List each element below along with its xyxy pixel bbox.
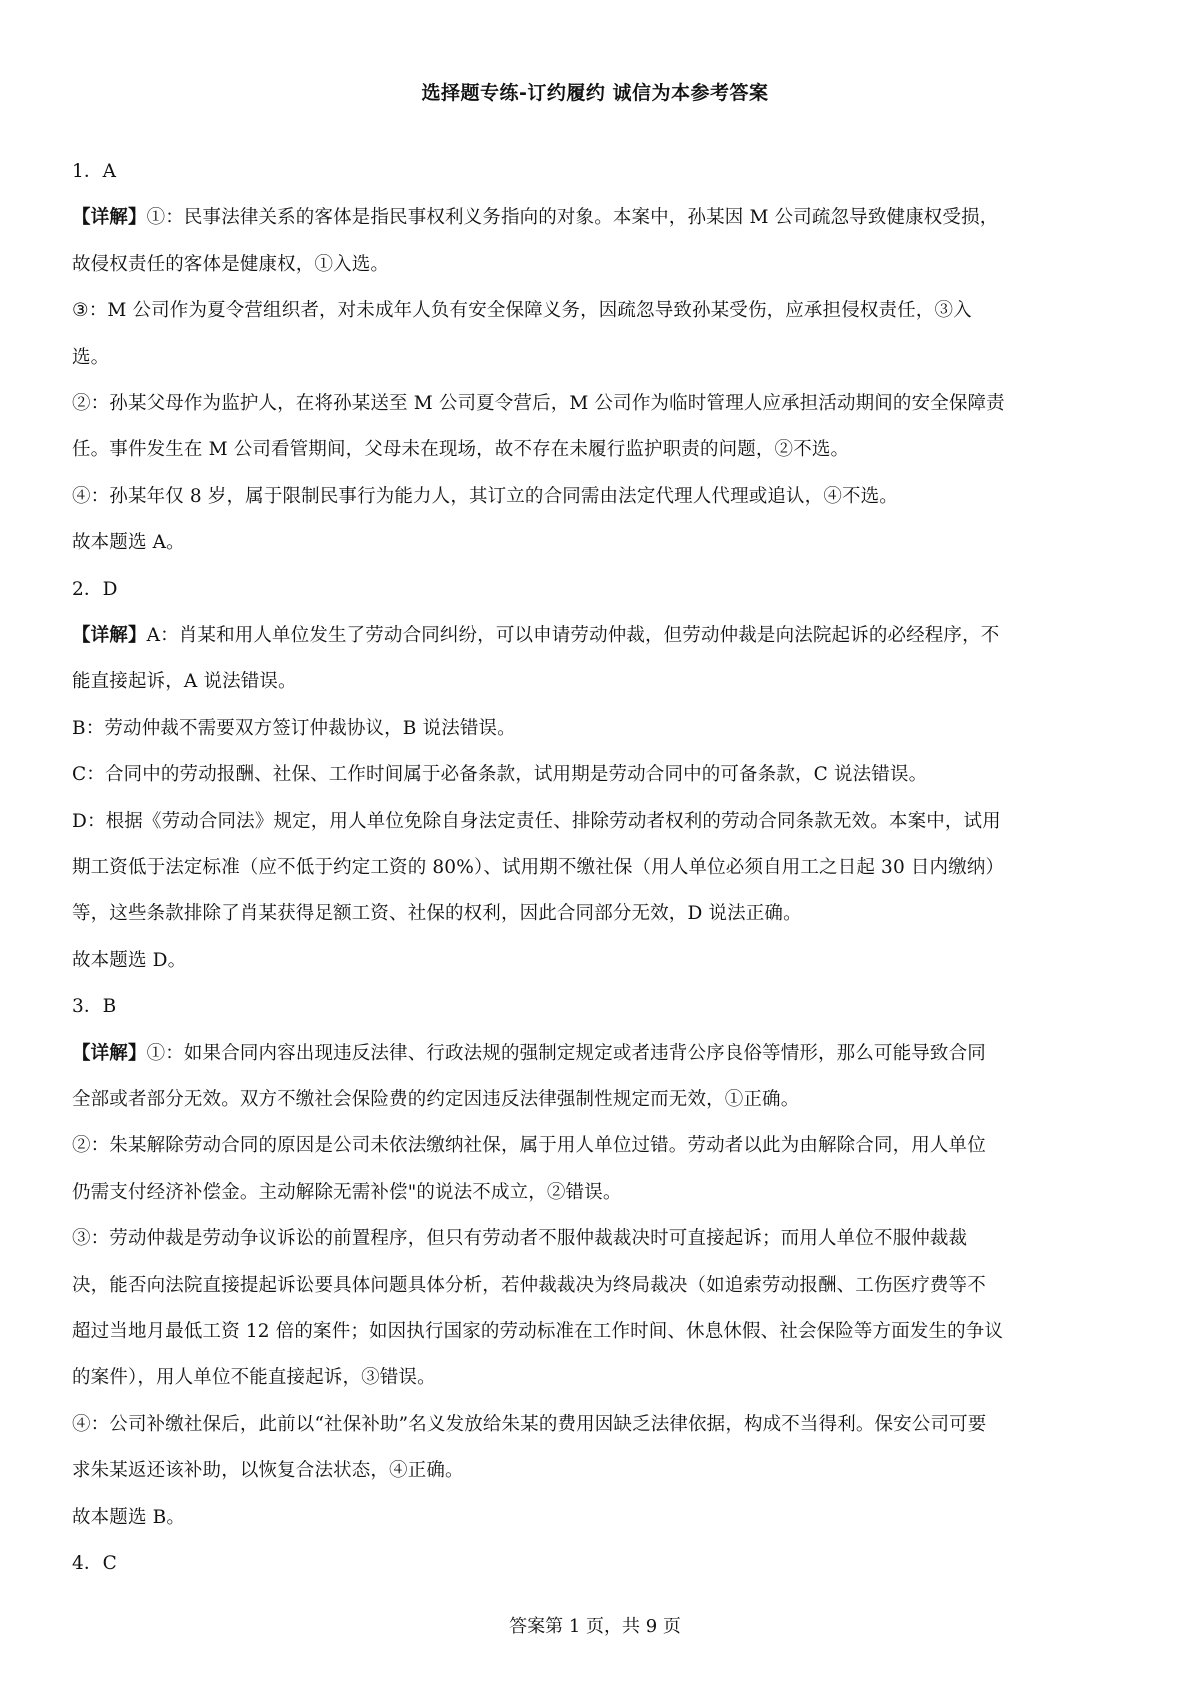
line-text: 全部或者部分无效。双方不缴社会保险费的约定因违反法律强制性规定而无效，①正确。 [72,1089,800,1110]
line-text: ④：公司补缴社保后，此前以“社保补助”名义发放给朱某的费用因缺乏法律依据，构成不当得利。保安公司可要 [72,1413,987,1435]
line-text: 求朱某返还该补助，以恢复合法状态，④正确。 [72,1460,464,1482]
answer-line [72,1506,1118,1530]
answer-line [72,299,1118,323]
answer-line [72,1413,1118,1437]
answer-line [72,1274,1118,1298]
question-number: 2．D [72,578,118,600]
answer-line [72,1366,1118,1390]
line-text: ①：民事法律关系的客体是指民事权利义务指向的对象。本案中，孙某因 M 公司疏忽导致健康权受损， [146,207,999,229]
line-text: 仍需支付经济补偿金。主动解除无需补偿"的说法不成立，②错误。 [72,1181,622,1203]
line-text: 等，这些条款排除了肖某获得足额工资、社保的权利，因此合同部分无效，D 说法正确。 [72,903,802,925]
line-text: 决，能否向法院直接提起诉讼要具体问题具体分析，若仲裁裁决为终局裁决（如追索劳动报酬、工伤医疗费等不 [72,1274,986,1296]
line-text: B：劳动仲裁不需要双方签订仲裁协议，B 说法错误。 [72,717,516,739]
answer-line [72,253,1118,277]
answer-line [72,763,1118,787]
line-text: 故本题选 A。 [72,532,185,554]
line-text: ④：孙某年仅 8 岁，属于限制民事行为能力人，其订立的合同需由法定代理人代理或追认，④不选。 [72,485,898,507]
answer-line [72,1227,1118,1251]
line-text: 期工资低于法定标准（应不低于约定工资的 80%）、试用期不缴社保（用人单位必须自用工之日起 30 日内缴纳） [72,857,1005,878]
detail-tag: 【详解】 [72,1042,147,1064]
line-text: D：根据《劳动合同法》规定，用人单位免除自身法定责任、排除劳动者权利的劳动合同条款无效。本案中，试用 [72,810,1001,832]
line-text: 超过当地月最低工资 12 倍的案件；如因执行国家的劳动标准在工作时间、休息休假、社会保险等方面发生的争议 [72,1321,1004,1342]
answer-line [72,1459,1118,1483]
answer-line [72,902,1118,926]
line-text: 故侵权责任的客体是健康权，①入选。 [72,253,390,275]
line-text: ②：朱某解除劳动合同的原因是公司未依法缴纳社保，属于用人单位过错。劳动者以此为由解除合同，用人单位 [72,1135,986,1157]
line-text: 故本题选 D。 [72,949,187,971]
answer-line [72,949,1118,973]
answer-line [72,717,1118,741]
detail-tag: 【详解】 [72,625,147,646]
line-text: ①：如果合同内容出现违反法律、行政法规的强制定规定或者违背公序良俗等情形，那么可能导致合同 [146,1042,986,1064]
line-text: 选。 [72,346,110,368]
line-text: 任。事件发生在 M 公司看管期间，父母未在现场，故不存在未履行监护职责的问题，②不选。 [72,439,850,461]
line-text: 故本题选 B。 [72,1506,186,1528]
answer-line [72,856,1118,880]
detail-tag: 【详解】 [72,207,147,229]
line-text: 能直接起诉，A 说法错误。 [72,671,297,693]
answer-line [72,346,1118,370]
answer-line [72,1134,1118,1158]
line-text: ③：M 公司作为夏令营组织者，对未成年人负有安全保障义务，因疏忽导致孙某受伤，应承担侵权责任，③入 [72,300,972,322]
answer-line [72,1320,1118,1344]
detail-line [72,206,1118,230]
detail-line [72,1042,1118,1066]
question-number: 1．A [72,161,117,182]
detail-line [72,624,1118,648]
answer-line [72,438,1118,462]
line-text: C：合同中的劳动报酬、社保、工作时间属于必备条款，试用期是劳动合同中的可备条款，C 说法错误。 [72,764,928,786]
line-text: 的案件），用人单位不能直接起诉，③错误。 [72,1367,436,1389]
answer-line [72,670,1118,694]
answer-line [72,485,1118,509]
question-number: 4．C [72,1553,117,1574]
question-number: 3．B [72,996,117,1018]
answer-line [72,531,1118,555]
page-title: 选择题专练-订约履约 诚信为本参考答案 [421,82,769,104]
answer-line [72,810,1118,834]
answer-line [72,1088,1118,1112]
line-text: A：肖某和用人单位发生了劳动合同纠纷，可以申请劳动仲裁，但劳动仲裁是向法院起诉的必经程序，不 [146,625,1000,646]
answer-line [72,392,1118,416]
line-text: ③：劳动仲裁是劳动争议诉讼的前置程序，但只有劳动者不服仲裁裁决时可直接起诉；而用人单位不服仲裁裁 [72,1228,968,1250]
line-text: ②：孙某父母作为监护人，在将孙某送至 M 公司夏令营后，M 公司作为临时管理人应承担活动期间的安全保障责 [72,393,1005,414]
answer-line [72,1181,1118,1205]
page-footer: 答案第 1 页，共 9 页 [509,1616,681,1637]
